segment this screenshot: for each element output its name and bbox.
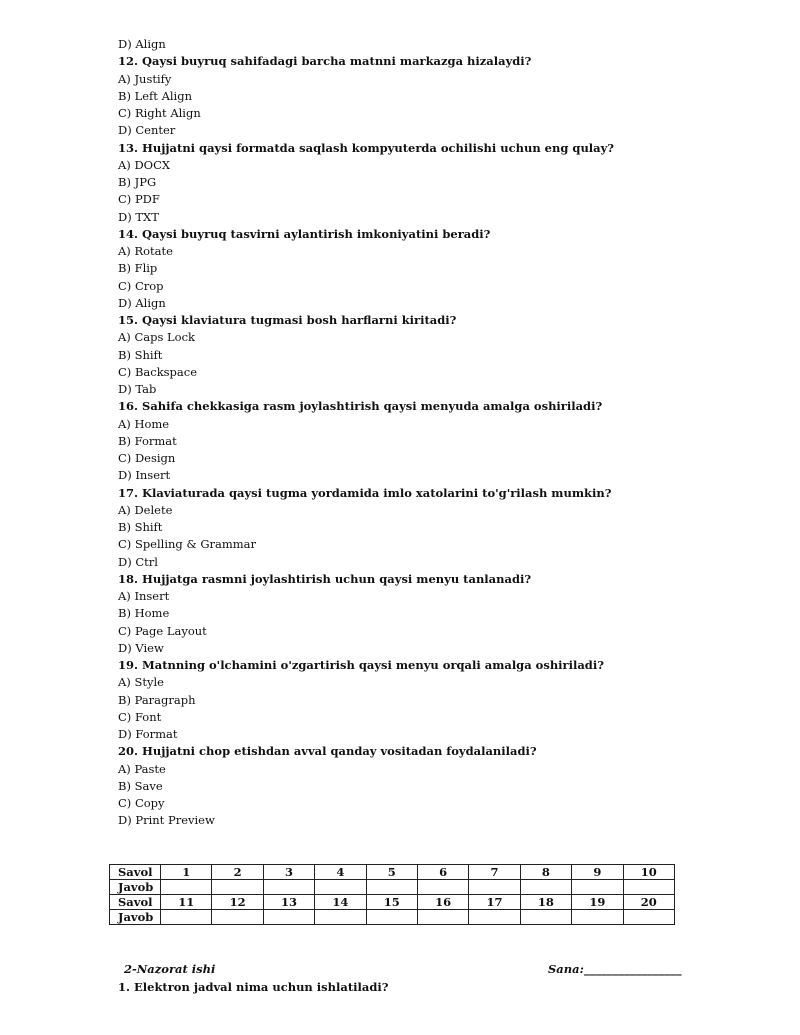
answer-option: D) Align	[118, 295, 166, 310]
answer-option: B) Save	[118, 778, 163, 793]
question-number: 8	[520, 865, 571, 880]
answer-label: Javob	[110, 910, 161, 925]
question-text: 13. Hujjatni qaysi formatda saqlash kompyuterda ochilishi uchun eng qulay?	[118, 140, 615, 155]
answer-option: B) Shift	[118, 520, 163, 534]
answer-cell[interactable]	[315, 880, 366, 895]
question-number: 6	[417, 865, 468, 880]
date-field[interactable]: Sana:_________________	[548, 962, 682, 976]
answer-label: Javob	[110, 880, 161, 895]
answer-cell[interactable]	[417, 880, 468, 895]
question-text: 19. Matnning o'lchamini o'zgartirish qaysi menyu orqali amalga oshiriladi?	[118, 658, 604, 672]
answer-option: A) Justify	[118, 71, 172, 86]
first-question: 1. Elektron jadval nima uchun ishlatiladi?	[118, 980, 389, 994]
answer-option: A) DOCX	[118, 157, 171, 172]
question-number: 7	[469, 865, 520, 880]
answer-option: C) Page Layout	[118, 623, 207, 638]
answer-cell[interactable]	[469, 880, 520, 895]
answer-option: C) Design	[118, 451, 176, 465]
answer-option: D) Format	[118, 727, 178, 741]
answer-cell[interactable]	[263, 910, 314, 925]
question-number: 18	[520, 895, 571, 910]
question-text: 17. Klaviaturada qaysi tugma yordamida imlo xatolarini to'g'rilash mumkin?	[118, 485, 612, 500]
answer-option: B) Shift	[118, 347, 163, 362]
question-text: 16. Sahifa chekkasiga rasm joylashtirish qaysi menyuda amalga oshiriladi?	[118, 399, 603, 414]
answer-option: B) Flip	[118, 261, 158, 276]
answer-option: C) Crop	[118, 278, 164, 293]
answer-option: B) Format	[118, 433, 177, 448]
answer-option: B) JPG	[118, 175, 157, 189]
answer-cell[interactable]	[520, 880, 571, 895]
table-row-questions-1	[110, 865, 675, 880]
answer-option: C) PDF	[118, 192, 160, 207]
question-number: 2	[212, 865, 263, 880]
question-number: 10	[623, 865, 674, 880]
answer-option: B) Paragraph	[118, 692, 196, 707]
answer-cell[interactable]	[212, 910, 263, 925]
question-text: 18. Hujjatga rasmni joylashtirish uchun qaysi menyu tanlanadi?	[118, 571, 532, 586]
answer-cell[interactable]	[366, 880, 417, 895]
answer-cell[interactable]	[623, 880, 674, 895]
answer-option: D) Ctrl	[118, 554, 158, 569]
question-number: 11	[161, 895, 212, 910]
answer-option: C) Spelling & Grammar	[118, 537, 257, 552]
answer-option: A) Style	[118, 675, 164, 690]
question-number: 12	[212, 895, 263, 910]
answer-option: D) Print Preview	[118, 813, 215, 828]
question-text: 12. Qaysi buyruq sahifadagi barcha matnni markazga hizalaydi?	[118, 54, 532, 69]
answer-cell[interactable]	[623, 910, 674, 925]
answer-cell[interactable]	[263, 880, 314, 895]
answer-option: A) Caps Lock	[118, 330, 195, 345]
answer-option: A) Delete	[118, 502, 173, 517]
question-number: 19	[572, 895, 623, 910]
answer-table	[109, 864, 675, 925]
answer-option: D) Align	[118, 37, 166, 51]
answer-cell[interactable]	[572, 910, 623, 925]
answer-cell[interactable]	[212, 880, 263, 895]
answer-option: A) Rotate	[118, 244, 173, 258]
question-text: 14. Qaysi buyruq tasvirni aylantirish imkoniyatini beradi?	[118, 226, 491, 241]
answer-cell[interactable]	[417, 910, 468, 925]
quiz-title: 2-Nazorat ishi	[124, 962, 216, 976]
answer-option: D) Center	[118, 123, 176, 138]
answer-option: A) Paste	[118, 761, 166, 776]
question-number: 17	[469, 895, 520, 910]
table-row-answers-1	[110, 880, 675, 895]
question-text: 20. Hujjatni chop etishdan avval qanday vositadan foydalaniladi?	[118, 744, 537, 759]
question-number: 3	[263, 865, 314, 880]
answer-cell[interactable]	[572, 880, 623, 895]
answer-option: D) Tab	[118, 382, 157, 396]
answer-option: B) Home	[118, 606, 170, 621]
answer-cell[interactable]	[520, 910, 571, 925]
answer-option: D) TXT	[118, 209, 159, 224]
answer-cell[interactable]	[161, 910, 212, 925]
answer-cell[interactable]	[469, 910, 520, 925]
question-text: 15. Qaysi klaviatura tugmasi bosh harflarni kiritadi?	[118, 313, 457, 327]
answer-option: C) Font	[118, 709, 162, 724]
answer-cell[interactable]	[366, 910, 417, 925]
question-number: 13	[263, 895, 314, 910]
answer-cell[interactable]	[315, 910, 366, 925]
answer-option: A) Home	[118, 416, 170, 431]
question-number: 20	[623, 895, 674, 910]
answer-option: C) Right Align	[118, 106, 201, 120]
answer-option: D) View	[118, 640, 164, 655]
question-number: 9	[572, 865, 623, 880]
answer-cell[interactable]	[161, 880, 212, 895]
table-row-answers-2	[110, 910, 675, 925]
answer-option: D) Insert	[118, 468, 171, 483]
question-label: Savol	[110, 895, 161, 910]
question-number: 15	[366, 895, 417, 910]
question-number: 4	[315, 865, 366, 880]
answer-option: C) Copy	[118, 796, 165, 810]
answer-option: C) Backspace	[118, 364, 198, 379]
answer-option: B) Left Align	[118, 88, 192, 103]
question-number: 16	[417, 895, 468, 910]
answer-option: A) Insert	[118, 589, 170, 603]
question-number: 5	[366, 865, 417, 880]
table-row-questions-2	[110, 895, 675, 910]
question-number: 1	[161, 865, 212, 880]
question-number: 14	[315, 895, 366, 910]
question-label: Savol	[110, 865, 161, 880]
